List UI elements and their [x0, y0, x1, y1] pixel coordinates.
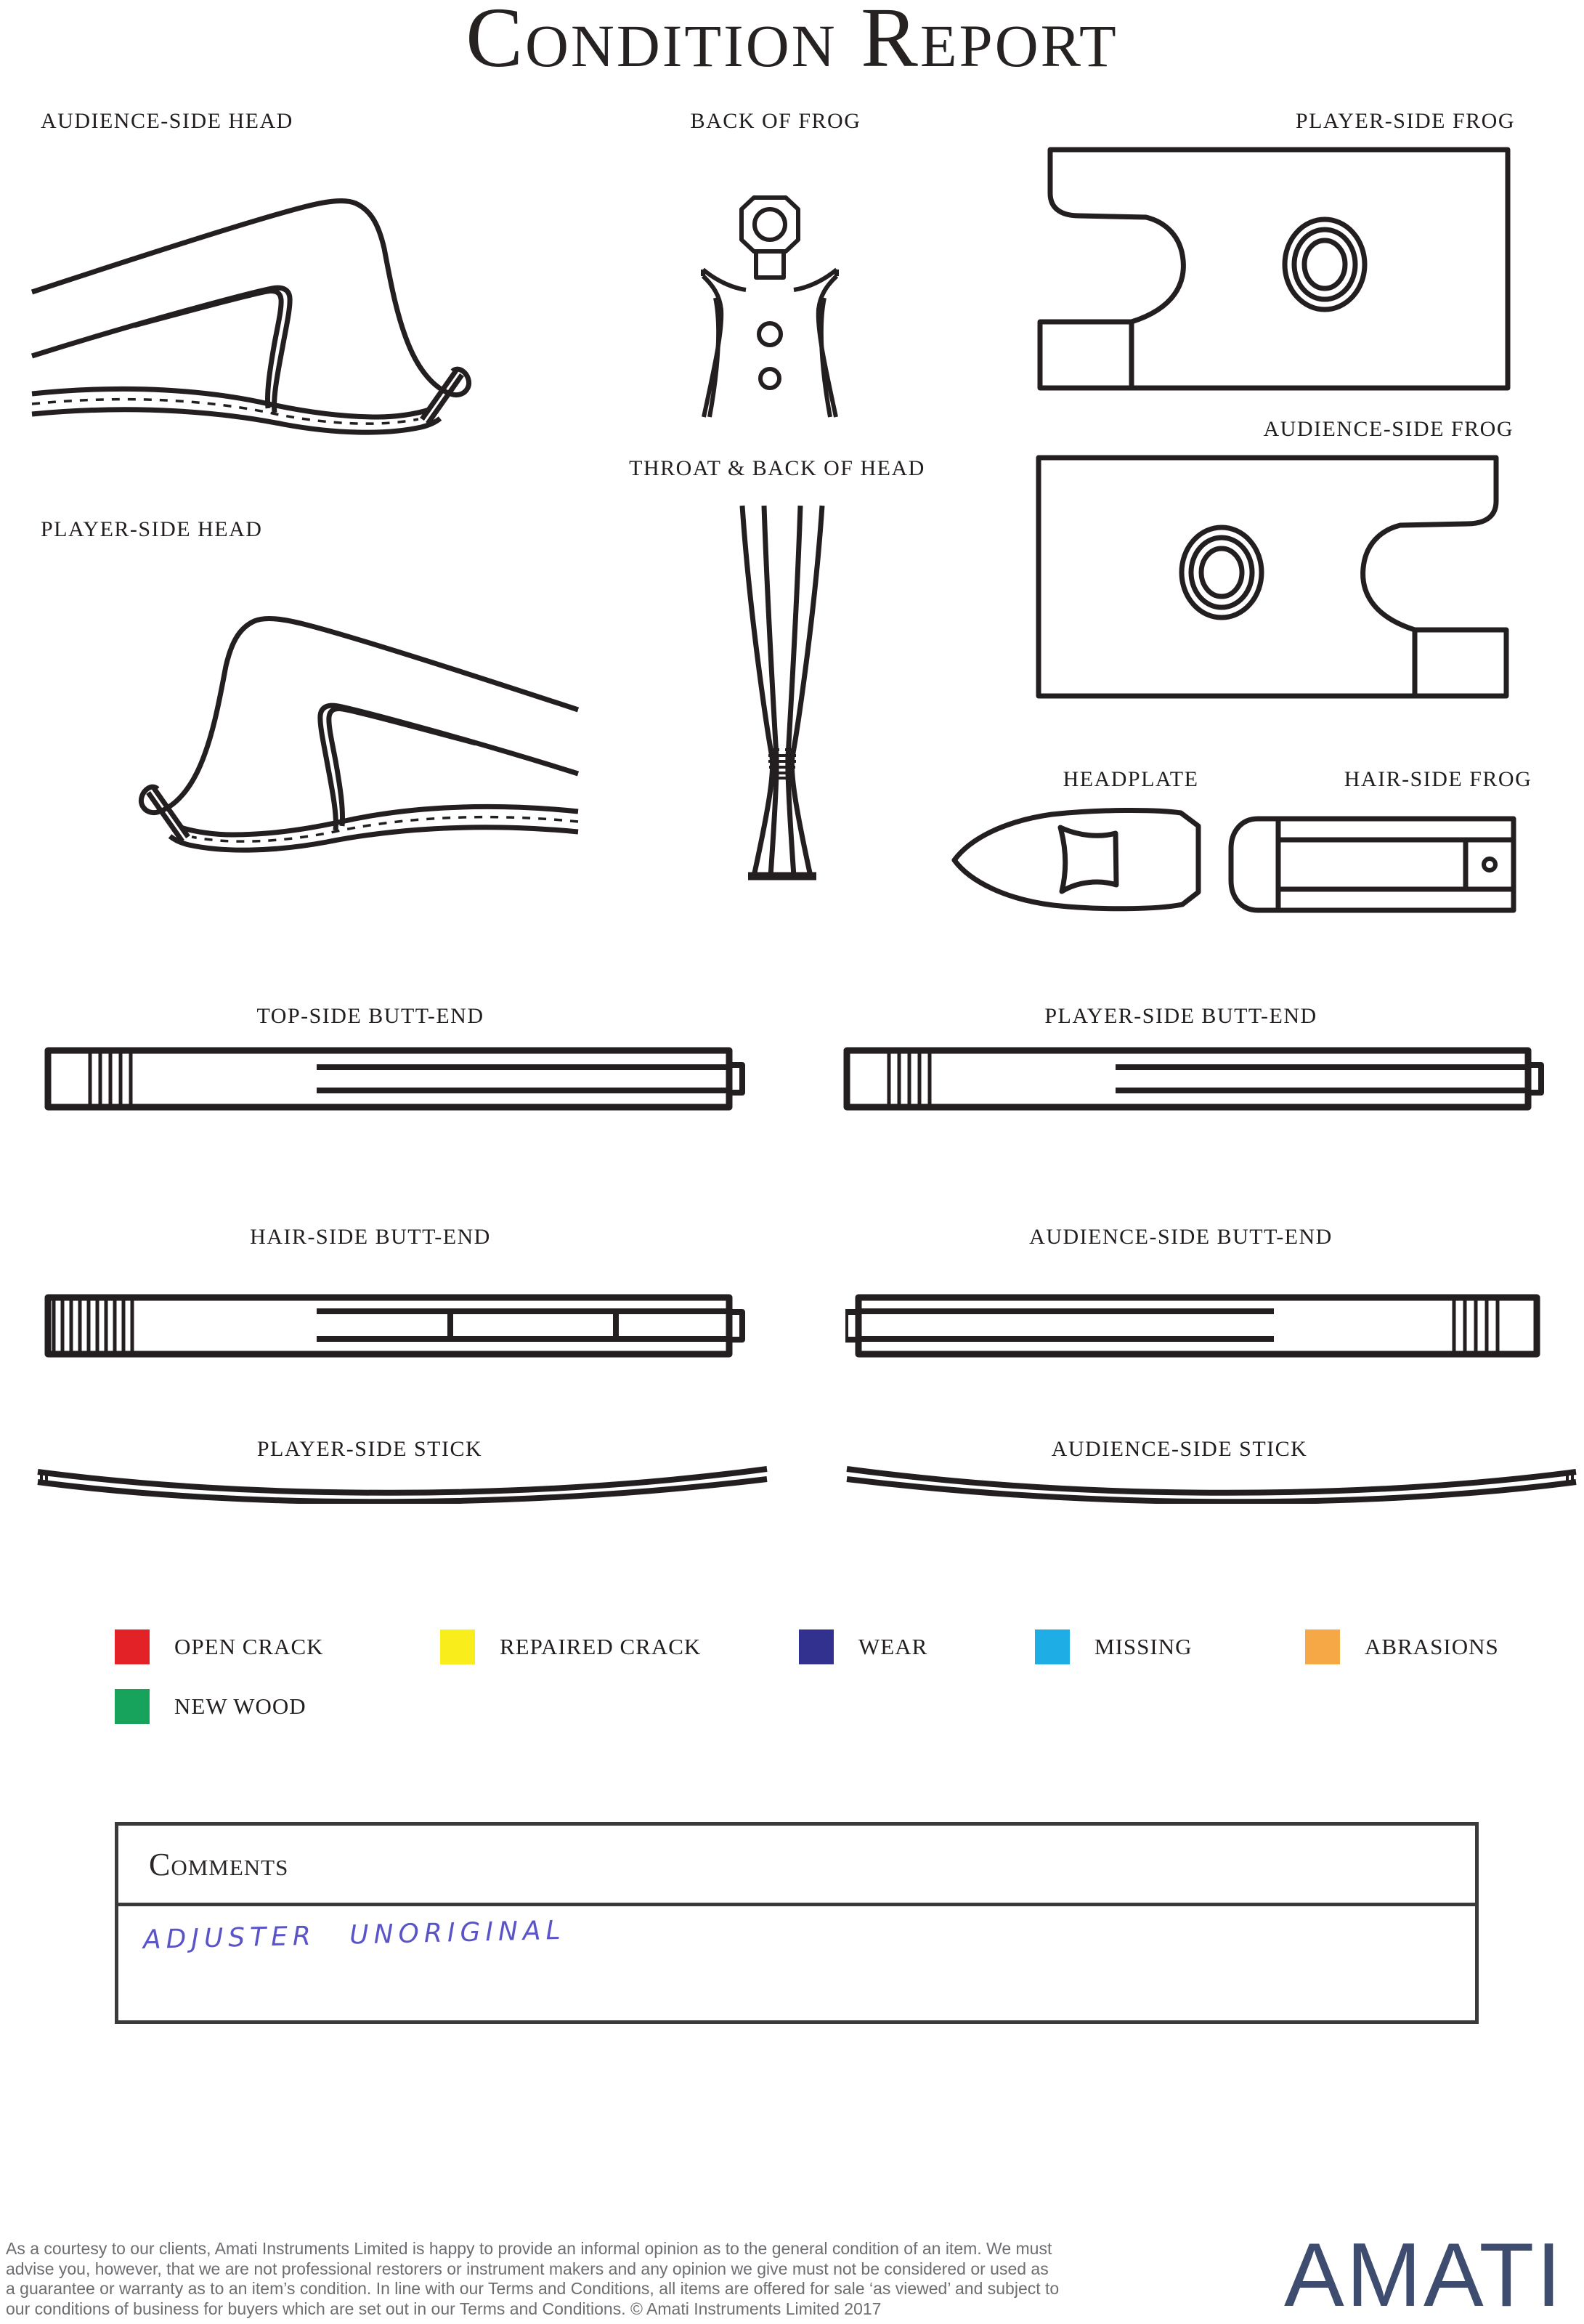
player-side-stick-drawing	[32, 1460, 773, 1504]
legend-item-open-crack	[115, 1629, 324, 1664]
legend-label: ABRASIONS	[1365, 1634, 1499, 1659]
player-side-frog-drawing	[1036, 142, 1515, 395]
disclaimer-line: advise you, however, that we are not professional restorers or instrument makers and any opinion we give must not be considered or used as	[6, 2259, 1049, 2278]
audience-side-head-drawing	[29, 138, 581, 458]
hair-side-butt-end-drawing	[44, 1293, 755, 1359]
new-wood-swatch	[115, 1689, 150, 1724]
abrasions-swatch	[1305, 1629, 1340, 1664]
audience-side-stick-drawing	[841, 1460, 1582, 1504]
headplate-drawing	[950, 803, 1204, 914]
amati-logo: AMATI	[1284, 2225, 1564, 2324]
comments-box	[115, 1822, 1479, 2024]
top-side-butt-end-drawing	[44, 1046, 755, 1112]
label-player-side-head: PLAYER-SIDE HEAD	[41, 517, 263, 541]
legend-item-repaired-crack	[440, 1629, 701, 1664]
hair-side-frog-drawing	[1226, 815, 1518, 914]
legend-item-new-wood	[115, 1689, 306, 1724]
throat-back-of-head-drawing	[728, 504, 837, 882]
label-audience-side-frog: AUDIENCE-SIDE FROG	[1263, 417, 1514, 441]
disclaimer-text	[6, 2239, 1226, 2319]
back-of-frog-drawing	[679, 195, 861, 420]
open-crack-swatch	[115, 1629, 150, 1664]
label-hair-side-frog: HAIR-SIDE FROG	[1344, 767, 1532, 791]
label-headplate: HEADPLATE	[1063, 767, 1199, 791]
label-hair-side-butt-end: HAIR-SIDE BUTT-END	[250, 1225, 491, 1249]
legend-label: WEAR	[858, 1634, 928, 1659]
label-player-side-stick: PLAYER-SIDE STICK	[256, 1437, 483, 1461]
label-top-side-butt-end: TOP-SIDE BUTT-END	[256, 1004, 484, 1028]
label-audience-side-head: AUDIENCE-SIDE HEAD	[41, 109, 293, 133]
legend-item-abrasions	[1305, 1629, 1499, 1664]
disclaimer-line: As a courtesy to our clients, Amati Instruments Limited is happy to provide an informal opinion as to the general condition of an item. We must	[6, 2239, 1052, 2258]
label-player-side-frog: PLAYER-SIDE FROG	[1295, 109, 1515, 133]
audience-side-frog-drawing	[1031, 450, 1511, 703]
legend-item-wear	[799, 1629, 927, 1664]
missing-swatch	[1035, 1629, 1070, 1664]
label-throat-back-of-head: THROAT & BACK OF HEAD	[629, 456, 925, 480]
player-side-head-drawing	[29, 556, 581, 875]
page-title: Condition Report	[466, 0, 1118, 85]
repaired-crack-swatch	[440, 1629, 475, 1664]
label-audience-side-stick: AUDIENCE-SIDE STICK	[1051, 1437, 1308, 1461]
legend-label: NEW WOOD	[174, 1693, 306, 1719]
legend-item-missing	[1035, 1629, 1192, 1664]
disclaimer-line: our conditions of business for buyers which are set out in our Terms and Conditions. © Amati Instruments Limited 2017	[6, 2299, 882, 2318]
audience-side-butt-end-drawing	[845, 1293, 1557, 1359]
handwritten-comment: ADJUSTER UNORIGINAL	[142, 1915, 566, 1955]
label-audience-side-butt-end: AUDIENCE-SIDE BUTT-END	[1029, 1225, 1333, 1249]
disclaimer-line: a guarantee or warranty as to an item’s condition. In line with our Terms and Conditions, all items are offered for sale ‘as viewed’ and subject to	[6, 2279, 1060, 2299]
label-player-side-butt-end: PLAYER-SIDE BUTT-END	[1044, 1004, 1317, 1028]
label-back-of-frog: BACK OF FROG	[690, 109, 861, 133]
legend-label: REPAIRED CRACK	[500, 1634, 702, 1659]
legend-label: MISSING	[1094, 1634, 1193, 1659]
comments-header: Comments	[118, 1826, 1475, 1906]
legend-label: OPEN CRACK	[174, 1634, 324, 1659]
player-side-butt-end-drawing	[842, 1046, 1554, 1112]
wear-swatch	[799, 1629, 834, 1664]
